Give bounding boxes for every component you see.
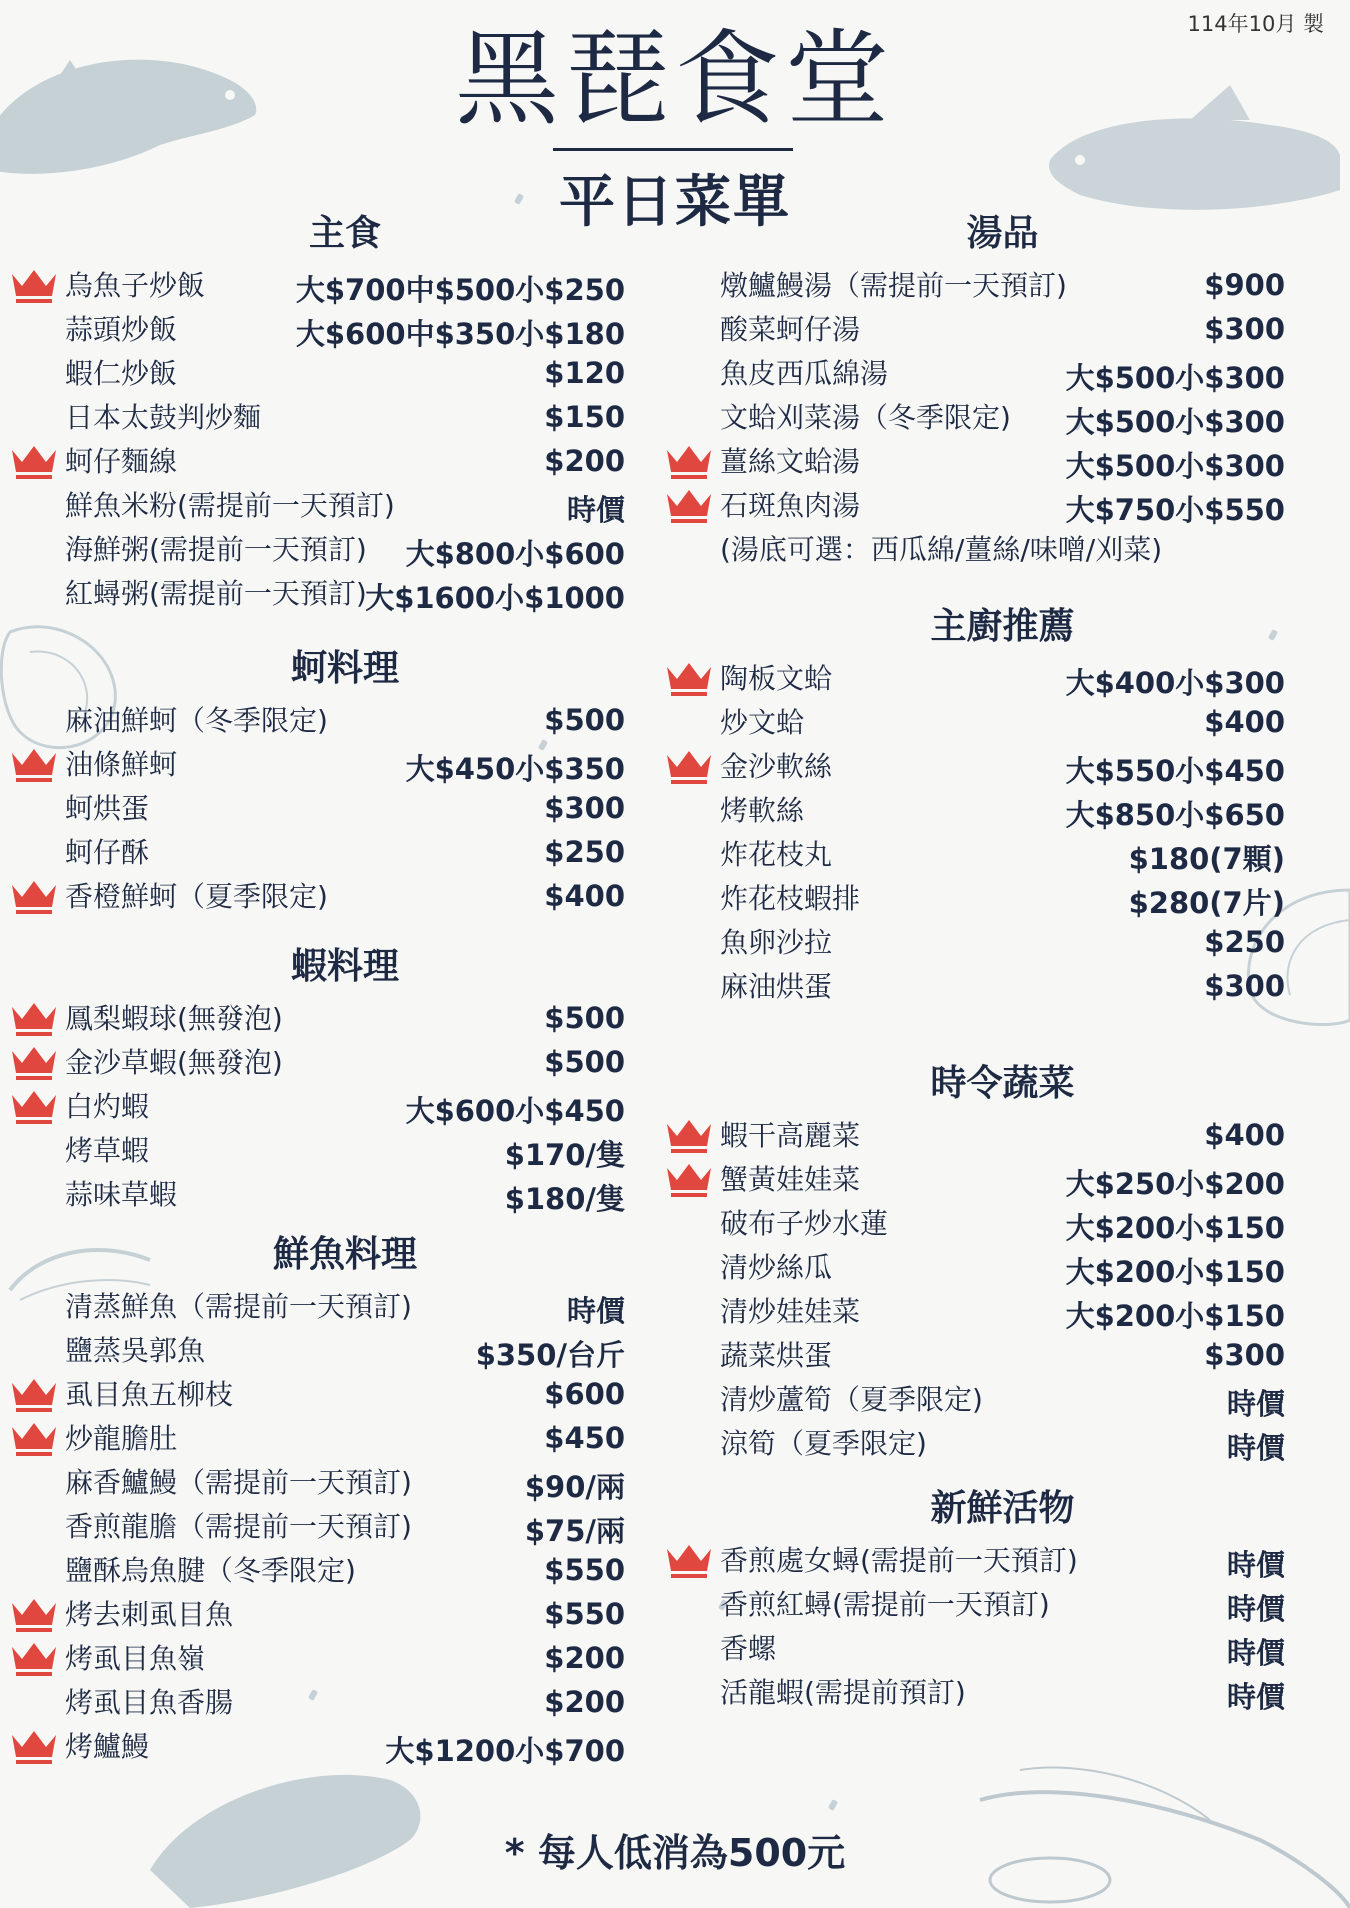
menu-item-name: 香煎龍膽（需提前一天預訂)	[65, 1510, 412, 1543]
menu-item-name: 鹽蒸吳郭魚	[65, 1334, 206, 1367]
menu-item	[65, 438, 625, 482]
section-staple	[65, 205, 625, 614]
menu-item-price: $170/隻	[504, 1138, 625, 1172]
crown-icon	[8, 875, 60, 915]
menu-item-price: 大$800小$600	[405, 537, 625, 571]
section-title: 新鮮活物	[930, 1488, 1075, 1529]
crown-icon	[8, 264, 60, 304]
menu-item	[65, 1547, 625, 1591]
crown-icon	[8, 440, 60, 480]
menu-item-price: $400	[1204, 705, 1285, 739]
menu-item-name: 蚵烘蛋	[65, 792, 150, 825]
menu-item-price: 時價	[566, 493, 625, 527]
menu-item	[65, 1283, 625, 1327]
menu-item	[720, 787, 1285, 831]
menu-item-name: 香螺	[720, 1632, 777, 1665]
menu-item-name: 文蛤刈菜湯（冬季限定)	[720, 401, 1011, 434]
menu-item	[720, 919, 1285, 963]
menu-item-price: $550	[544, 1597, 625, 1631]
menu-item	[720, 350, 1285, 394]
menu-item	[65, 1723, 625, 1767]
menu-item	[65, 1503, 625, 1547]
crown-icon	[663, 484, 715, 524]
menu-item-price: $300	[1204, 312, 1285, 346]
menu-item-name: 白灼蝦	[65, 1090, 150, 1123]
menu-item-name: 薑絲文蛤湯	[720, 445, 861, 478]
menu-item	[720, 394, 1285, 438]
menu-item-price: 時價	[1226, 1592, 1285, 1626]
menu-item-name: 蒜味草蝦	[65, 1178, 178, 1211]
menu-item-price: 大$850小$650	[1065, 798, 1285, 832]
section-title: 蝦料理	[290, 946, 399, 987]
section-soup	[720, 205, 1285, 570]
crown-icon	[8, 1417, 60, 1457]
menu-item-name: 蚵仔麵線	[65, 445, 178, 478]
menu-item	[720, 1156, 1285, 1200]
menu-item	[65, 741, 625, 785]
menu-item	[720, 1581, 1285, 1625]
menu-item-name: 炸花枝蝦排	[720, 882, 861, 915]
menu-item-name: 烤去刺虱目魚	[65, 1598, 234, 1631]
menu-item-price: 大$500小$300	[1065, 361, 1285, 395]
menu-item-price: $250	[544, 835, 625, 869]
menu-item	[720, 963, 1285, 1007]
section-title: 時令蔬菜	[930, 1063, 1075, 1104]
menu-item-name: 燉鱸鰻湯（需提前一天預訂)	[720, 269, 1067, 302]
menu-item-price: 時價	[1226, 1636, 1285, 1670]
speck	[828, 1799, 838, 1811]
soup-base-options: (湯底可選：西瓜綿/薑絲/味噌/刈菜)	[720, 533, 1163, 566]
menu-item	[720, 1376, 1285, 1420]
menu-item	[720, 1288, 1285, 1332]
menu-item-name: 炒文蛤	[720, 706, 805, 739]
crown-icon	[663, 1539, 715, 1579]
menu-item-name: 香煎處女蟳(需提前一天預訂)	[720, 1544, 1078, 1577]
menu-item	[720, 1112, 1285, 1156]
crown-icon	[8, 743, 60, 783]
menu-item-price: $500	[544, 703, 625, 737]
menu-item-price: $250	[1204, 925, 1285, 959]
menu-item-name: 鳳梨蝦球(無發泡)	[65, 1002, 283, 1035]
menu-item	[65, 829, 625, 873]
section-title: 主食	[308, 213, 381, 254]
section-veg	[720, 1055, 1285, 1464]
crown-icon	[8, 1725, 60, 1765]
menu-item-price: 時價	[1226, 1548, 1285, 1582]
menu-item-name: 清炒蘆筍（夏季限定)	[720, 1383, 983, 1416]
menu-item-name: 清炒娃娃菜	[720, 1295, 861, 1328]
menu-item-name: 鹽酥烏魚腱（冬季限定)	[65, 1554, 356, 1587]
menu-item	[720, 1332, 1285, 1376]
menu-item	[65, 1459, 625, 1503]
menu-item-price: 大$600小$450	[405, 1094, 625, 1128]
menu-item-price: $450	[544, 1421, 625, 1455]
menu-item-price: 大$400小$300	[1065, 666, 1285, 700]
made-date: 114年10月 製	[1187, 12, 1324, 36]
menu-item-name: 活龍蝦(需提前預訂)	[720, 1676, 966, 1709]
menu-item-name: 破布子炒水蓮	[720, 1207, 889, 1240]
menu-item-price: 大$200小$150	[1065, 1255, 1285, 1289]
menu-item-price: $300	[544, 791, 625, 825]
menu-item-price: 時價	[1226, 1431, 1285, 1465]
menu-item	[65, 394, 625, 438]
menu-item-price: $600	[544, 1377, 625, 1411]
soup-base-note	[720, 526, 1285, 570]
menu-item-price: $500	[544, 1045, 625, 1079]
menu-item-name: 蟹黃娃娃菜	[720, 1163, 861, 1196]
menu-item	[720, 306, 1285, 350]
menu-item-price: $900	[1204, 268, 1285, 302]
section-shrimp	[65, 938, 625, 1215]
menu-item-name: 石斑魚肉湯	[720, 489, 861, 522]
crown-icon	[8, 1041, 60, 1081]
menu-item-name: 魚皮西瓜綿湯	[720, 357, 889, 390]
menu-item	[720, 1420, 1285, 1464]
menu-item-price: $150	[544, 400, 625, 434]
menu-item	[65, 995, 625, 1039]
crown-icon	[8, 1593, 60, 1633]
menu-item-price: 大$600中$350小$180	[295, 317, 625, 351]
crown-icon	[663, 657, 715, 697]
crown-icon	[663, 745, 715, 785]
menu-item-name: 烤虱目魚嶺	[65, 1642, 206, 1675]
crown-icon	[663, 1114, 715, 1154]
menu-item	[720, 1200, 1285, 1244]
menu-item	[65, 350, 625, 394]
menu-item	[720, 1537, 1285, 1581]
menu-item-price: $400	[544, 879, 625, 913]
menu-item-name: 炒龍膽肚	[65, 1422, 178, 1455]
section-title: 湯品	[966, 213, 1039, 254]
menu-item	[720, 1625, 1285, 1669]
menu-item-price: 大$200小$150	[1065, 1211, 1285, 1245]
menu-item-price: $90/兩	[524, 1470, 625, 1504]
menu-item-name: 蒜頭炒飯	[65, 313, 178, 346]
menu-item-name: 酸菜蚵仔湯	[720, 313, 861, 346]
menu-item-price: 大$200小$150	[1065, 1299, 1285, 1333]
menu-item-price: $180(7顆)	[1128, 842, 1285, 876]
restaurant-name: 黑琵食堂	[454, 18, 895, 140]
menu-item-price: $350/台斤	[475, 1338, 625, 1372]
menu-item-price: $400	[1204, 1118, 1285, 1152]
menu-item-price: 大$1200小$700	[385, 1734, 625, 1768]
menu-item-name: 金沙軟絲	[720, 750, 833, 783]
menu-item	[65, 1371, 625, 1415]
menu-item-price: $550	[544, 1553, 625, 1587]
menu-item-name: 日本太鼓判炒麵	[65, 401, 262, 434]
menu-item-name: 蔬菜烘蛋	[720, 1339, 833, 1372]
menu-item-price: 大$1600小$1000	[365, 581, 625, 615]
menu-item-name: 香橙鮮蚵（夏季限定)	[65, 880, 328, 913]
crown-icon	[8, 1373, 60, 1413]
menu-item	[720, 699, 1285, 743]
title-divider	[553, 148, 793, 151]
menu-item-price: $500	[544, 1001, 625, 1035]
menu-item-name: 炸花枝丸	[720, 838, 833, 871]
menu-item-price: $300	[1204, 1338, 1285, 1372]
menu-item	[720, 262, 1285, 306]
menu-item-price: 大$250小$200	[1065, 1167, 1285, 1201]
menu-item	[65, 570, 625, 614]
menu-item-price: 大$550小$450	[1065, 754, 1285, 788]
menu-item-price: 時價	[1226, 1387, 1285, 1421]
section-title: 主廚推薦	[930, 606, 1075, 647]
menu-item-name: 油條鮮蚵	[65, 748, 178, 781]
menu-item-name: 蚵仔酥	[65, 836, 150, 869]
menu-item	[65, 1327, 625, 1371]
menu-item-name: 魚卵沙拉	[720, 926, 833, 959]
section-oyster	[65, 640, 625, 917]
menu-item	[720, 743, 1285, 787]
menu-item-name: 鮮魚米粉(需提前一天預訂)	[65, 489, 395, 522]
menu-item-name: 虱目魚五柳枝	[65, 1378, 234, 1411]
menu-item	[65, 526, 625, 570]
menu-item	[65, 1415, 625, 1459]
menu-item-price: 大$500小$300	[1065, 449, 1285, 483]
menu-item	[720, 875, 1285, 919]
menu-item	[65, 785, 625, 829]
menu-item	[65, 1039, 625, 1083]
menu-item	[720, 1669, 1285, 1713]
menu-item-price: $75/兩	[524, 1514, 625, 1548]
menu-item	[720, 831, 1285, 875]
menu-item	[65, 1171, 625, 1215]
menu-item-price: $120	[544, 356, 625, 390]
menu-item-name: 烤軟絲	[720, 794, 805, 827]
menu-item-name: 清炒絲瓜	[720, 1251, 833, 1284]
menu-item-name: 紅蟳粥(需提前一天預訂)	[65, 577, 367, 610]
menu-item-name: 香煎紅蟳(需提前一天預訂)	[720, 1588, 1050, 1621]
minimum-charge-note: * 每人低消為500元	[504, 1831, 846, 1875]
menu-item-price: 大$450小$350	[405, 752, 625, 786]
menu-item-price: $200	[544, 444, 625, 478]
section-live	[720, 1480, 1285, 1713]
menu-item-price: $200	[544, 1685, 625, 1719]
crown-icon	[8, 997, 60, 1037]
menu-item	[65, 1635, 625, 1679]
menu-item-price: $200	[544, 1641, 625, 1675]
menu-item-name: 麻油烘蛋	[720, 970, 833, 1003]
menu-item	[65, 482, 625, 526]
menu-subtitle: 平日菜單	[559, 170, 791, 235]
section-chef	[720, 598, 1285, 1007]
crown-icon	[663, 1158, 715, 1198]
menu-item	[65, 1591, 625, 1635]
section-fish	[65, 1226, 625, 1767]
menu-item	[65, 873, 625, 917]
menu-item	[720, 438, 1285, 482]
menu-item	[65, 1127, 625, 1171]
section-title: 蚵料理	[290, 648, 399, 689]
crown-icon	[8, 1637, 60, 1677]
menu-item-name: 清蒸鮮魚（需提前一天預訂)	[65, 1290, 412, 1323]
menu-item-price: 大$500小$300	[1065, 405, 1285, 439]
menu-item-name: 烤虱目魚香腸	[65, 1686, 234, 1719]
crown-icon	[663, 440, 715, 480]
menu-item-name: 烤草蝦	[65, 1134, 150, 1167]
menu-item-price: 時價	[566, 1294, 625, 1328]
menu-item-price: $300	[1204, 969, 1285, 1003]
menu-item-price: 時價	[1226, 1680, 1285, 1714]
menu-item-price: 大$750小$550	[1065, 493, 1285, 527]
menu-item-name: 麻油鮮蚵（冬季限定)	[65, 704, 328, 737]
menu-item	[65, 1083, 625, 1127]
menu-item	[720, 482, 1285, 526]
menu-item	[65, 306, 625, 350]
crown-icon	[8, 1085, 60, 1125]
menu-item	[65, 262, 625, 306]
menu-item	[65, 1679, 625, 1723]
menu-item	[65, 697, 625, 741]
menu-item-name: 陶板文蛤	[720, 662, 833, 695]
menu-item-price: 大$700中$500小$250	[295, 273, 625, 307]
menu-item-name: 金沙草蝦(無發泡)	[65, 1046, 283, 1079]
menu-item	[720, 1244, 1285, 1288]
menu-item-name: 烏魚子炒飯	[65, 269, 206, 302]
menu-item-name: 涼筍（夏季限定)	[720, 1427, 927, 1460]
menu-item-price: $180/隻	[504, 1182, 625, 1216]
menu-item-price: $280(7片)	[1128, 886, 1285, 920]
menu-item-name: 蝦干高麗菜	[720, 1119, 861, 1152]
menu-item-name: 海鮮粥(需提前一天預訂)	[65, 533, 367, 566]
menu-item-name: 烤鱸鰻	[65, 1730, 150, 1763]
menu-item-name: 蝦仁炒飯	[65, 357, 178, 390]
section-title: 鮮魚料理	[272, 1234, 417, 1275]
menu-item	[720, 655, 1285, 699]
menu-item-name: 麻香鱸鰻（需提前一天預訂)	[65, 1466, 412, 1499]
